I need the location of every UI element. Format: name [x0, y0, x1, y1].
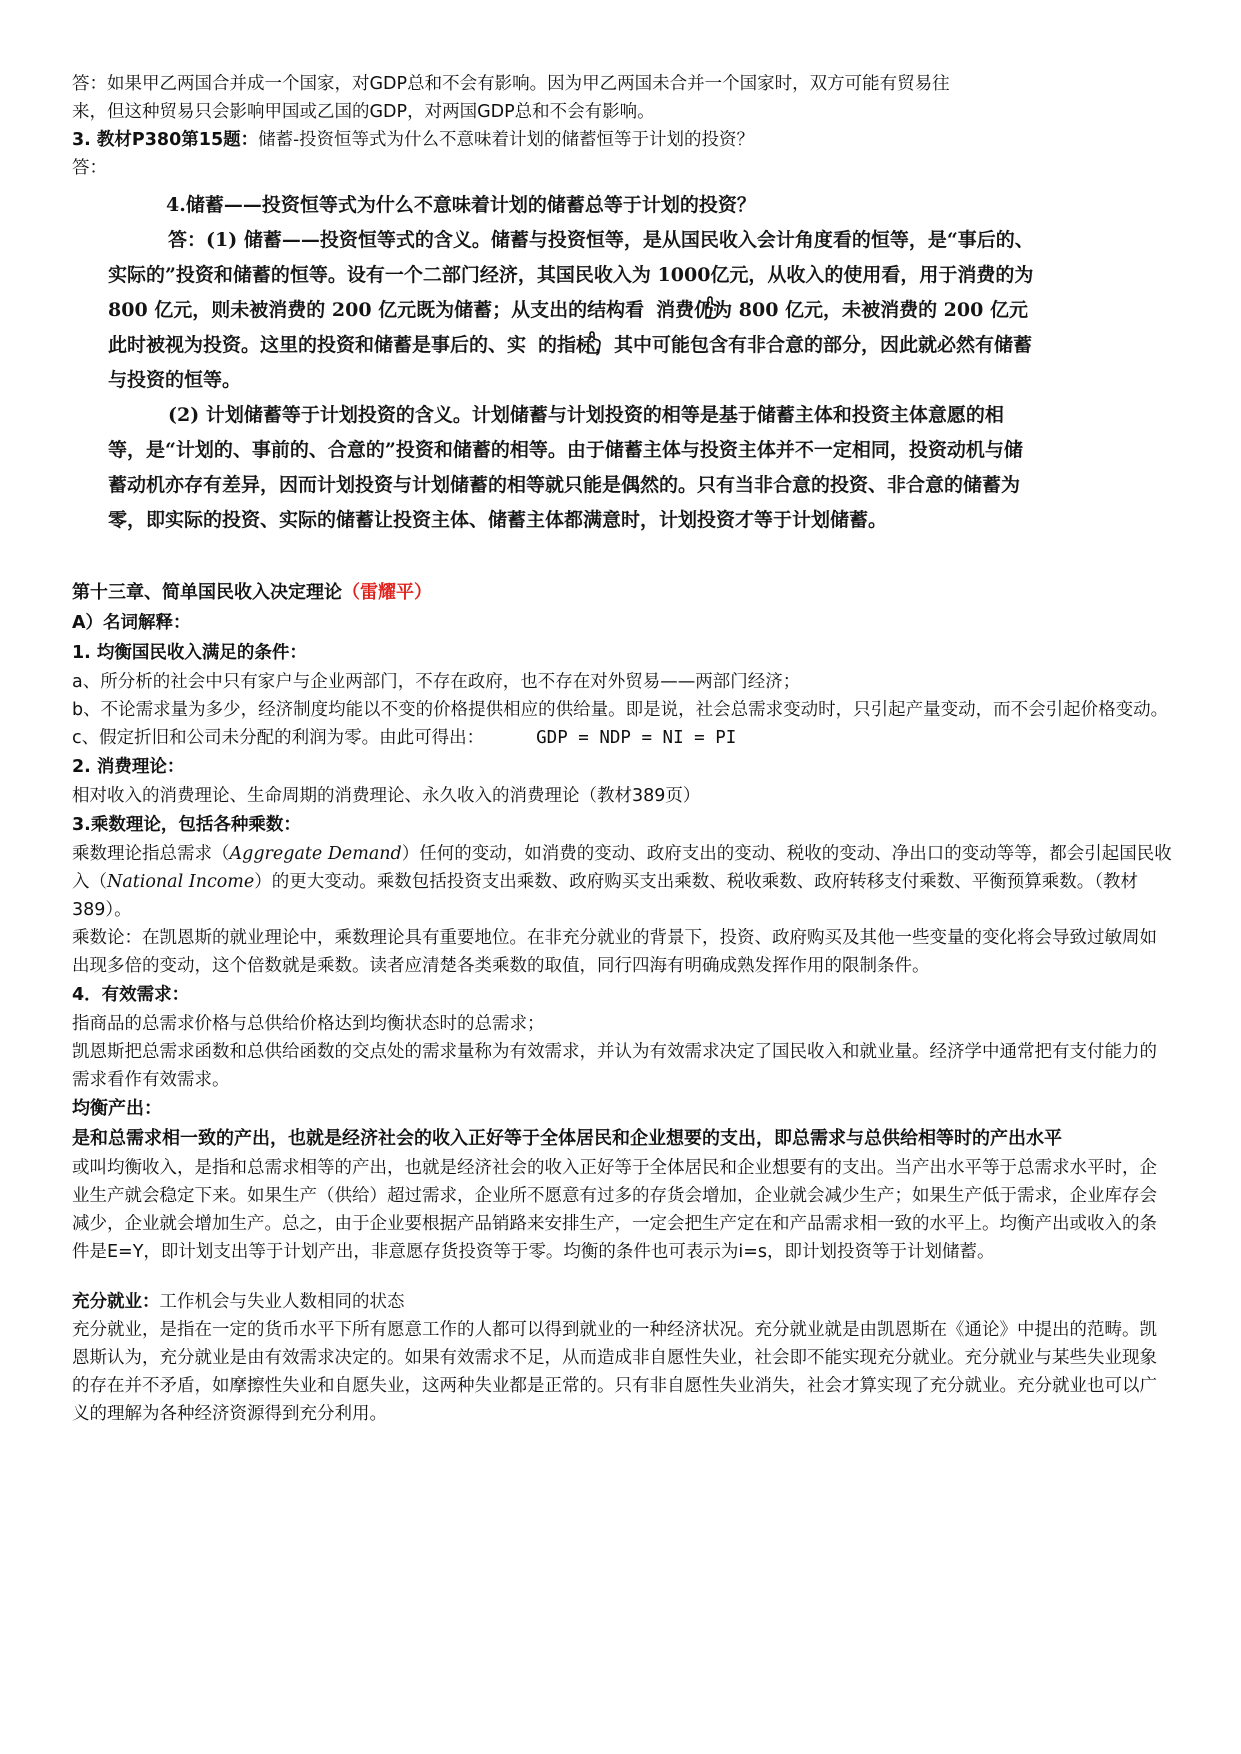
- item-3-multiplier-theory: 乘数论：在凯恩斯的就业理论中，乘数理论具有重要地位。在非充分就业的背景下，投资、政府购买及其他一些变量的变化将会导致过敏周如出现多倍的变动，这个倍数就是乘数。读者应清楚各类乘数的取值，同行四海有明确成熟发挥作用的限制条件。: [72, 928, 1157, 976]
- scan-text: 消费仍为 800 亿元，未被消费的 200 亿元此时被视为投资。这里的投资和储蓄是事后的、实: [108, 299, 1028, 356]
- item-1-b: b、不论需求量为多少，经济制度均能以不变的价格提供相应的供给量。即是说，社会总需求变动时，只引起产量变动，而不会引起价格变动。: [72, 700, 1169, 720]
- chapter-author: （雷耀平）: [342, 582, 432, 603]
- answer-line: 来，但这种贸易只会影响甲国或乙国的GDP，对两国GDP总和不会有影响。: [72, 102, 655, 122]
- item-3-text-part: 乘数理论指总需求（: [72, 844, 230, 864]
- question-3: [72, 126, 1172, 154]
- item-2-text: 相对收入的消费理论、生命周期的消费理论、永久收入的消费理论（教材389页）: [72, 786, 701, 806]
- chapter-title-text: 第十三章、简单国民收入决定理论: [72, 582, 342, 603]
- item-4-heading: 4．有效需求：: [72, 985, 190, 1005]
- equilibrium-heading: 均衡产出：: [72, 1098, 162, 1119]
- scan-question: 4.储蓄——投资恒等式为什么不意味着计划的储蓄总等于计划的投资？: [166, 194, 756, 216]
- full-employment-subtitle: 工作机会与失业人数相同的状态: [159, 1292, 405, 1312]
- term-english: Aggregate Demand: [229, 844, 402, 864]
- scan-text: 的指标，其中可能包含有非合意的部分，因此就必然有储蓄与投资的恒等。: [108, 334, 1033, 391]
- full-employment-heading: [72, 1288, 1172, 1316]
- item-1-heading: 1. 均衡国民收入满足的条件：: [72, 643, 307, 663]
- section-a-heading: A）名词解释：: [72, 613, 191, 633]
- item-3-text-part: ）的更大变动。乘数包括投资支出乘数、政府购买支出乘数、税收乘数、政府转移支付乘数、平衡预算乘数。（教材389）。: [72, 872, 1138, 920]
- scan-paragraph-2: (2) 计划储蓄等于计划投资的含义。计划储蓄与计划投资的相等是基于储蓄主体和投资主体意愿的相等，是“计划的、事前的、合意的”投资和储蓄的相等。由于储蓄主体与投资主体并不一定相同，投资动机与储蓄动机亦存有差异，因而计划投资与计划储蓄的相等就只能是偶然的。只有当非合意的投资、非合意的储蓄为零，即实际的投资、实际的储蓄让投资主体、储蓄主体都满意时，计划投资才等于计划储蓄。: [108, 404, 1023, 531]
- scan-paragraph-1: [108, 223, 1038, 398]
- item-1-c-text: c、假定折旧和公司未分配的利润为零。由此可得出：: [72, 728, 485, 748]
- chapter-title: [72, 578, 1172, 608]
- scanned-excerpt: [108, 188, 1038, 538]
- question-3-text: 储蓄-投资恒等式为什么不意味着计划的储蓄恒等于计划的投资？: [258, 130, 755, 150]
- question-3-label: 3. 教材P380第15题：: [72, 130, 259, 150]
- equilibrium-definition: 是和总需求相一致的产出，也就是经济社会的收入正好等于全体居民和企业想要的支出，即总需求与总供给相等时的产出水平: [72, 1128, 1062, 1149]
- document-page: [72, 70, 1172, 1428]
- full-employment-text: 充分就业，是指在一定的货币水平下所有愿意工作的人都可以得到就业的一种经济状况。充分就业就是由凯恩斯在《通论》中提出的范畴。凯恩斯认为，充分就业是由有效需求决定的。如果有效需求不足，从而造成非自愿性失业，社会即不能实现充分就业。充分就业与某些失业现象的存在并不矛盾，如摩擦性失业和自愿失业，这两种失业都是正常的。只有非自愿性失业消失，社会才算实现了充分就业。充分就业也可以广义的理解为各种经济资源得到充分利用。: [72, 1320, 1157, 1424]
- item-3-text-part: ）任何的变动，如消费的变动、政府支出的变动、税收的变动、净出口的变动等等，都会引起国民收入（: [72, 844, 1172, 892]
- equilibrium-text: 或叫均衡收入，是指和总需求相等的产出，也就是经济社会的收入正好等于全体居民和企业想要有的支出。当产出水平等于总需求水平时，企业生产就会稳定下来。如果生产（供给）超过需求，企业所不愿意有过多的存货会增加，企业就会减少生产；如果生产低于需求，企业库存会减少，企业就会增加生产。总之，由于企业要根据产品销路来安排生产，一定会把生产定在和产品需求相一致的水平上。均衡产出或收入的条件是E=Y，即计划支出等于计划产出，非意愿存货投资等于零。均衡的条件也可表示为i=s，即计划投资等于计划储蓄。: [72, 1158, 1157, 1262]
- item-3-heading: 3.乘数理论，包括各种乘数：: [72, 815, 301, 835]
- term-english: National Income: [107, 872, 255, 892]
- answer-label: 答：: [72, 158, 107, 178]
- item-4-line: 凯恩斯把总需求函数和总供给函数的交点处的需求量称为有效需求，并认为有效需求决定了国民收入和就业量。经济学中通常把有支付能力的需求看作有效需求。: [72, 1042, 1157, 1090]
- formula: GDP = NDP = NI = PI: [536, 728, 737, 748]
- item-4-line: 指商品的总需求价格与总供给价格达到均衡状态时的总需求；: [72, 1014, 545, 1034]
- scan-text: 答：(1) 储蓄——投资恒等式的含义。储蓄与投资恒等，是从国民收入会计角度看的恒等，是“事后的、实际的”投资和储蓄的恒等。设有一个二部门经济，其国民收入为 1000亿元，从收入的使用看，用于消费的为 800 亿元，则未被消费的 200 亿元既为储蓄；从支出的结构看: [108, 229, 1034, 321]
- item-2-heading: 2. 消费理论：: [72, 757, 185, 777]
- item-1-c: [72, 724, 1172, 752]
- item-3-text: [72, 840, 1172, 924]
- full-employment-title: 充分就业：: [72, 1292, 160, 1312]
- item-1-a: a、所分析的社会中只有家户与企业两部门，不存在政府，也不存在对外贸易——两部门经济；: [72, 672, 801, 692]
- answer-line: 答：如果甲乙两国合并成一个国家，对GDP总和不会有影响。因为甲乙两国未合并一个国家时，双方可能有贸易往: [72, 74, 950, 94]
